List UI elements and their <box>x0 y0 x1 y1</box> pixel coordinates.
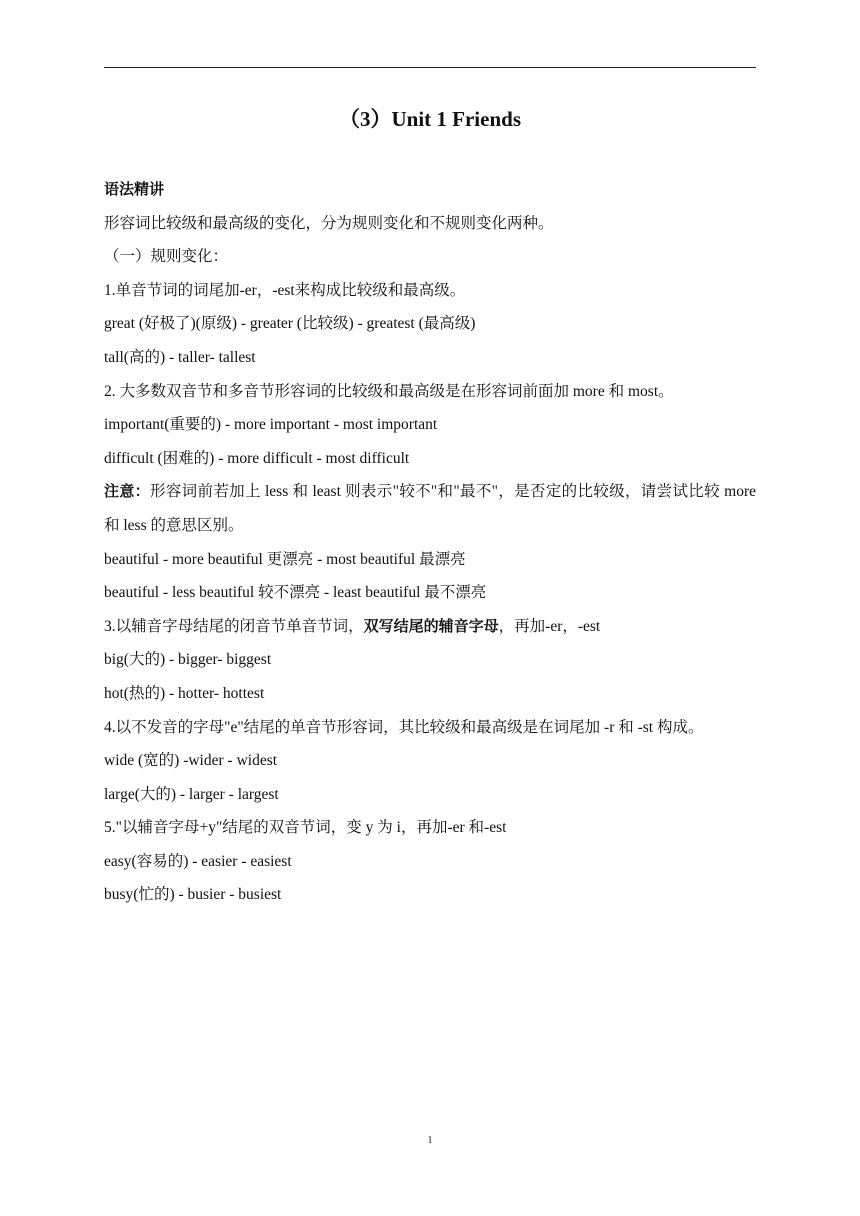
rule-3-emphasis: 双写结尾的辅音字母 <box>363 616 499 635</box>
rule-3-text-after: ，再加-er，-est <box>498 617 601 635</box>
note-text: 形容词前若加上 less 和 least 则表示"较不"和"最不"，是否定的比较级，请尝试比较 more 和 less 的意思区别。 <box>104 483 756 534</box>
rule-1-example-1: great (好极了)(原级) - greater (比较级) - greatest (最高级) <box>104 315 476 333</box>
rule-5: 5."以辅音字母+y"结尾的双音节词，变 y 为 i，再加-er 和-est <box>104 819 507 837</box>
section-heading: 语法精讲 <box>104 180 165 198</box>
header-rule <box>104 67 756 68</box>
rule-3-text-before: 3.以辅音字母结尾的闭音节单音节词， <box>104 617 364 635</box>
rule-1: 1.单音节词的词尾加-er，-est来构成比较级和最高级。 <box>104 281 466 299</box>
rule-3 <box>104 610 756 644</box>
rule-3-example-1: big(大的) - bigger- biggest <box>104 651 272 669</box>
intro-paragraph: 形容词比较级和最高级的变化，分为规则变化和不规则变化两种。 <box>104 214 554 232</box>
rule-5-example-2: busy(忙的) - busier - busiest <box>104 886 282 904</box>
page-number: 1 <box>427 1134 433 1146</box>
page-title: （3）Unit 1 Friends <box>338 107 521 131</box>
rule-2: 2. 大多数双音节和多音节形容词的比较级和最高级是在形容词前面加 more 和 most。 <box>104 382 674 400</box>
rule-3-example-2: hot(热的) - hotter- hottest <box>104 684 265 702</box>
rule-2-example-2: difficult (困难的) - more difficult - most difficult <box>104 449 410 467</box>
note-example-1: beautiful - more beautiful 更漂亮 - most beautiful 最漂亮 <box>104 550 466 568</box>
rule-4-example-1: wide (宽的) -wider - widest <box>104 752 278 770</box>
document-body <box>104 173 756 912</box>
note-label: 注意： <box>104 482 150 501</box>
rule-2-example-1: important(重要的) - more important - most important <box>104 416 438 434</box>
rule-5-example-1: easy(容易的) - easier - easiest <box>104 852 292 870</box>
rule-4-example-2: large(大的) - larger - largest <box>104 785 279 803</box>
note-paragraph <box>104 475 756 542</box>
rule-4: 4.以不发音的字母"e"结尾的单音节形容词，其比较级和最高级是在词尾加 -r 和 -st 构成。 <box>104 718 704 736</box>
note-example-2: beautiful - less beautiful 较不漂亮 - least beautiful 最不漂亮 <box>104 584 487 602</box>
regular-change-heading: （一）规则变化： <box>104 248 229 266</box>
rule-1-example-2: tall(高的) - taller- tallest <box>104 348 256 366</box>
